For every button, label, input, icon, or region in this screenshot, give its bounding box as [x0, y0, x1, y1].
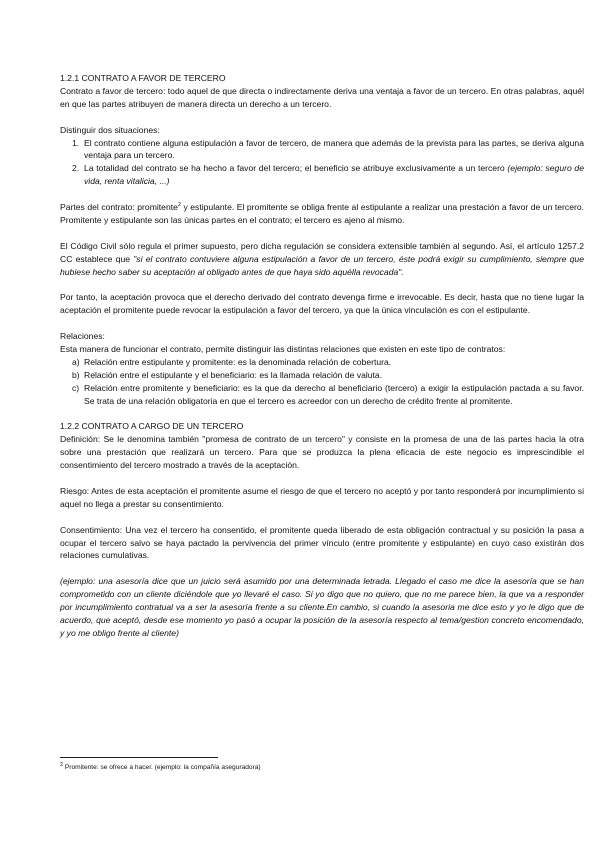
- list-item-text: Relación entre estipulante y promitente: es la denominada relación de cobertura.: [84, 356, 392, 367]
- paragraph-acceptance: Por tanto, la aceptación provoca que el derecho derivado del contrato devenga firme e irrevocable. Es decir, hasta que no tiene lugar la aceptación el promitente puede revocar la estipulación a favor del tercero, ya que la única vinculación es con el estipulante.: [60, 292, 584, 316]
- section-heading-contrato-a-favor: 1.2.1 CONTRATO A FAVOR DE TERCERO: [60, 73, 226, 83]
- paragraph-definicion: Definición: Se le denomina también "promesa de contrato de un tercero" y consiste en la promesa de una de las partes hacia la otra sobre una prestación que realizará un tercero. Para que se produzca la plena eficacia de este negocio es imprescindible el consentimiento del tercero mostrado a través de la aceptación.: [60, 434, 584, 471]
- relations-list: [60, 356, 584, 408]
- list-item: [72, 369, 584, 382]
- list-item: [72, 382, 584, 408]
- list-item-text: La totalidad del contrato se ha hecho a favor del tercero; el beneficio se atribuye exclusivamente a un tercero (ejemplo: seguro de vida, renta vitalicia, ...): [84, 163, 584, 187]
- list-item-example: (ejemplo: seguro de vida, renta vitalicia, ...): [84, 163, 584, 187]
- relations-intro: Esta manera de funcionar el contrato, permite distinguir las distintas relaciones que existen en este tipo de contratos:: [60, 343, 506, 354]
- list-item-number: 2.: [72, 163, 80, 174]
- situations-list: [60, 137, 584, 189]
- relations-title: Relaciones:: [60, 331, 105, 342]
- list-item-number: 1.: [72, 137, 80, 148]
- footnote-reference: 2: [177, 202, 181, 209]
- paragraph-consentimiento: Consentimiento: Una vez el tercero ha consentido, el promitente queda liberado de esta obligación contractual y su posición la pasa a ocupar el tercero salvo se haya pactado la pervivencia del primer vínculo (entre promitente y estipulante) en cuyo caso existirán dos relaciones cumulativas.: [60, 524, 584, 561]
- list-item-letter: a): [72, 356, 80, 367]
- list-item-text: El contrato contiene alguna estipulación a favor de tercero, de manera que además de la prevista para las partes, se deriva alguna ventaja para un tercero.: [84, 137, 584, 161]
- paragraph-definition: Contrato a favor de tercero: todo aquel de que directa o indirectamente deriva una ventaja a favor de un tercero. En otras palabras, aquél en que las partes atribuyen de manera directa un derecho a un tercero.: [60, 85, 584, 109]
- footnote-separator: [60, 757, 218, 758]
- list-item-letter: b): [72, 369, 80, 380]
- section-heading-contrato-a-cargo: 1.2.2 CONTRATO A CARGO DE UN TERCERO: [60, 421, 244, 432]
- situations-title: Distinguir dos situaciones:: [60, 124, 160, 135]
- article-quote: "si el contrato contuviere alguna estipulación a favor de un tercero, éste podrá exigir su cumplimiento, siempre que hubiese hecho saber su aceptación al obligado antes de que haya sido aquélla revocada".: [60, 253, 584, 277]
- paragraph-example: (ejemplo: una asesoría dice que un juicio será asumido por una determinada letrada. Llegado el caso me dice la asesoría que se han comprometido con un cliente diciéndole que yo llevaré el caso. Si yo digo que no quiero, que no me parece bien, la que va a responder por incumplimiento contratual va a ser la asesoría frente a su cliente.En cambio, si cuando la asesoria me dice esto y yo le digo que de acuerdo, que aceptó, desde ese momento yo pasó a ocupar la posición de la asesoría respecto al tema/gestion concreto encomendado, y yo me obligo frente al cliente): [60, 576, 584, 638]
- list-item: [72, 162, 584, 188]
- paragraph-riesgo: Riesgo: Antes de esta aceptación el promitente asume el riesgo de que el tercero no aceptó y por tanto responderá por incumplimiento si aquel no llega a prestar su consentimiento.: [60, 485, 584, 509]
- document-body: [60, 72, 584, 640]
- list-item-text: Relación entre promitente y beneficiario: es la que da derecho al beneficiario (tercero) a exigir la estipulación pactada a su favor. Se trata de una relación obligatoria en que el tercero es acreedor con un derecho de crédito frente al promitente.: [84, 382, 584, 406]
- list-item: [72, 137, 584, 163]
- footnote: [60, 763, 580, 773]
- paragraph-codigo-civil: El Código Civil sólo regula el primer supuesto, pero dicha regulación se considera extensible también al segundo. Así, el artículo 1257.2 CC establece que "si el contrato contuviere alguna estipulación a favor de un tercero, éste podrá exigir su cumplimiento, siempre que hubiese hecho saber su aceptación al obligado antes de que haya sido aquélla revocada".: [60, 240, 584, 277]
- list-item-text: Relación entre el estipulante y el beneficiario: es la llamada relación de valuta.: [84, 369, 383, 380]
- footnote-number: 2: [60, 761, 64, 768]
- footnote-text: Promitente: se ofrece a hacer. (ejemplo: la compañía aseguradora): [64, 764, 261, 771]
- list-item: [72, 356, 584, 369]
- list-item-letter: c): [72, 382, 80, 393]
- paragraph-parties: Partes del contrato: promitente$^2$ y estipulante. El promitente se obliga frente al estipulante a realizar una prestación a favor de un tercero. Promitente y estipulante son las únicas partes en el contrato; el tercero es ajeno al mismo.: [60, 202, 584, 225]
